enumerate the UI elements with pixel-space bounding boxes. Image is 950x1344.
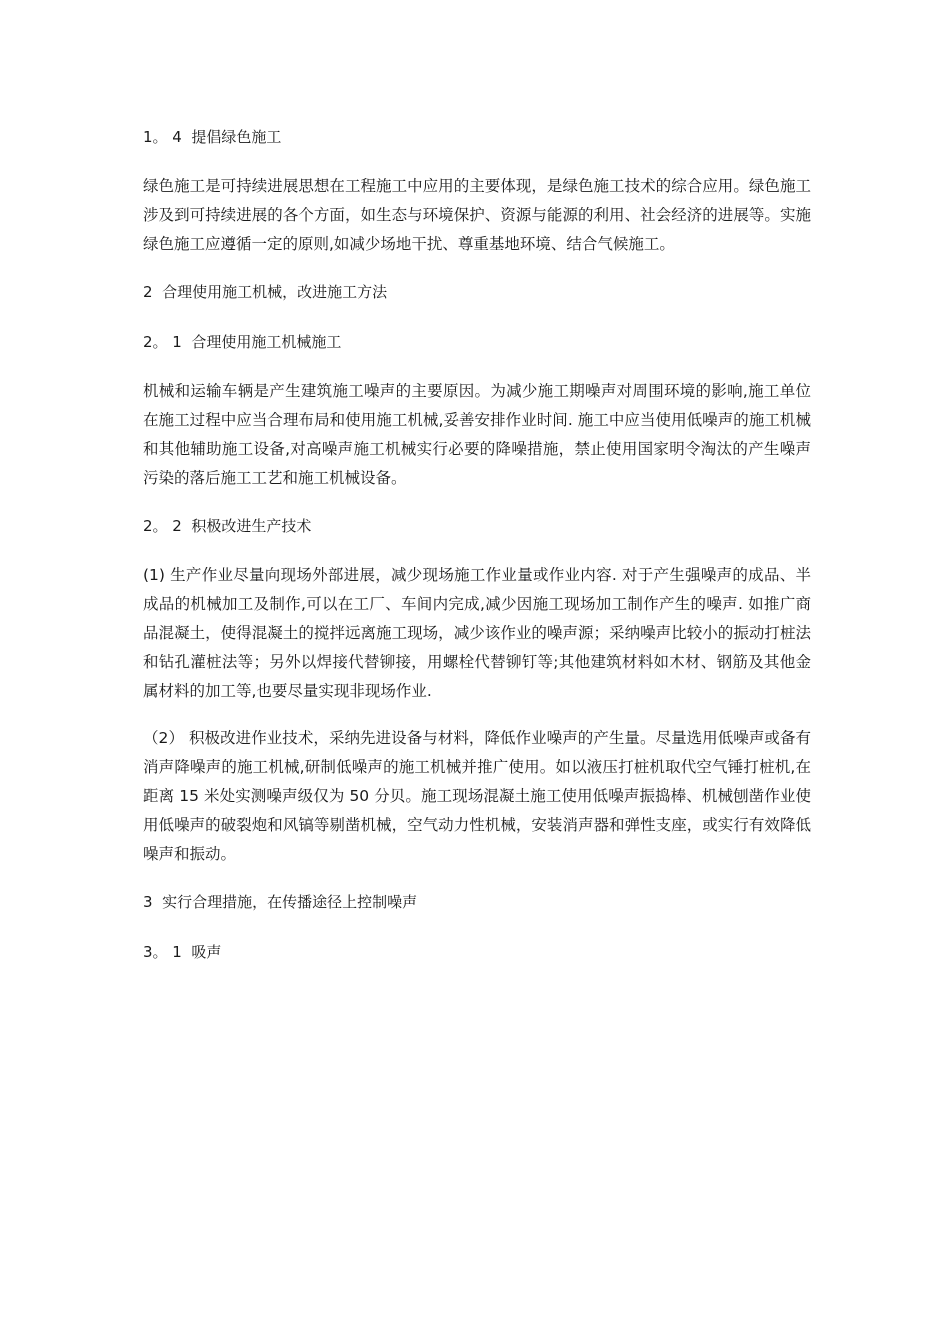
section-heading-3-1: 3。 1 吸声 bbox=[143, 943, 222, 961]
section-heading-1-4: 1。 4 提倡绿色施工 bbox=[143, 128, 282, 146]
document-body bbox=[143, 122, 811, 987]
paragraph-item-2: （2） 积极改进作业技术，采纳先进设备与材料，降低作业噪声的产生量。尽量选用低噪声或备有消声降噪声的施工机械,研制低噪声的施工机械并推广使用。如以液压打桩机取代空气锤打桩机,在距离 15 米处实测噪声级仅为 50 分贝。施工现场混凝土施工使用低噪声振捣棒、机械刨凿作业使用低噪声的破裂炮和风镐等剔凿机械，空气动力性机械，安装消声器和弹性支座，或实行有效降低噪声和振动。 bbox=[143, 729, 811, 863]
section-heading-2-2: 2。 2 积极改进生产技术 bbox=[143, 517, 312, 535]
paragraph-machinery-use: 机械和运输车辆是产生建筑施工噪声的主要原因。为减少施工期噪声对周围环境的影响,施工单位在施工过程中应当合理布局和使用施工机械,妥善安排作业时间. 施工中应当使用低噪声的施工机械和其他辅助施工设备,对高噪声施工机械实行必要的降噪措施，禁止使用国家明令淘汰的产生噪声污染的落后施工工艺和施工机械设备。 bbox=[143, 382, 811, 487]
paragraph-item-1: (1) 生产作业尽量向现场外部进展，减少现场施工作业量或作业内容. 对于产生强噪声的成品、半成品的机械加工及制作,可以在工厂、车间内完成,减少因施工现场加工制作产生的噪声. 如推广商品混凝土，使得混凝土的搅拌远离施工现场，减少该作业的噪声源；采纳噪声比较小的振动打桩法和钻孔灌桩法等；另外以焊接代替铆接，用螺栓代替铆钉等;其他建筑材料如木材、钢筋及其他金属材料的加工等,也要尽量实现非现场作业. bbox=[143, 566, 811, 700]
section-heading-2-1: 2。 1 合理使用施工机械施工 bbox=[143, 333, 342, 351]
section-heading-2: 2 合理使用施工机械，改进施工方法 bbox=[143, 283, 388, 301]
paragraph-green-construction: 绿色施工是可持续进展思想在工程施工中应用的主要体现，是绿色施工技术的综合应用。绿色施工涉及到可持续进展的各个方面，如生态与环境保护、资源与能源的利用、社会经济的进展等。实施绿色施工应遵循一定的原则,如减少场地干扰、尊重基地环境、结合气候施工。 bbox=[143, 177, 811, 253]
section-heading-3: 3 实行合理措施，在传播途径上控制噪声 bbox=[143, 893, 418, 911]
